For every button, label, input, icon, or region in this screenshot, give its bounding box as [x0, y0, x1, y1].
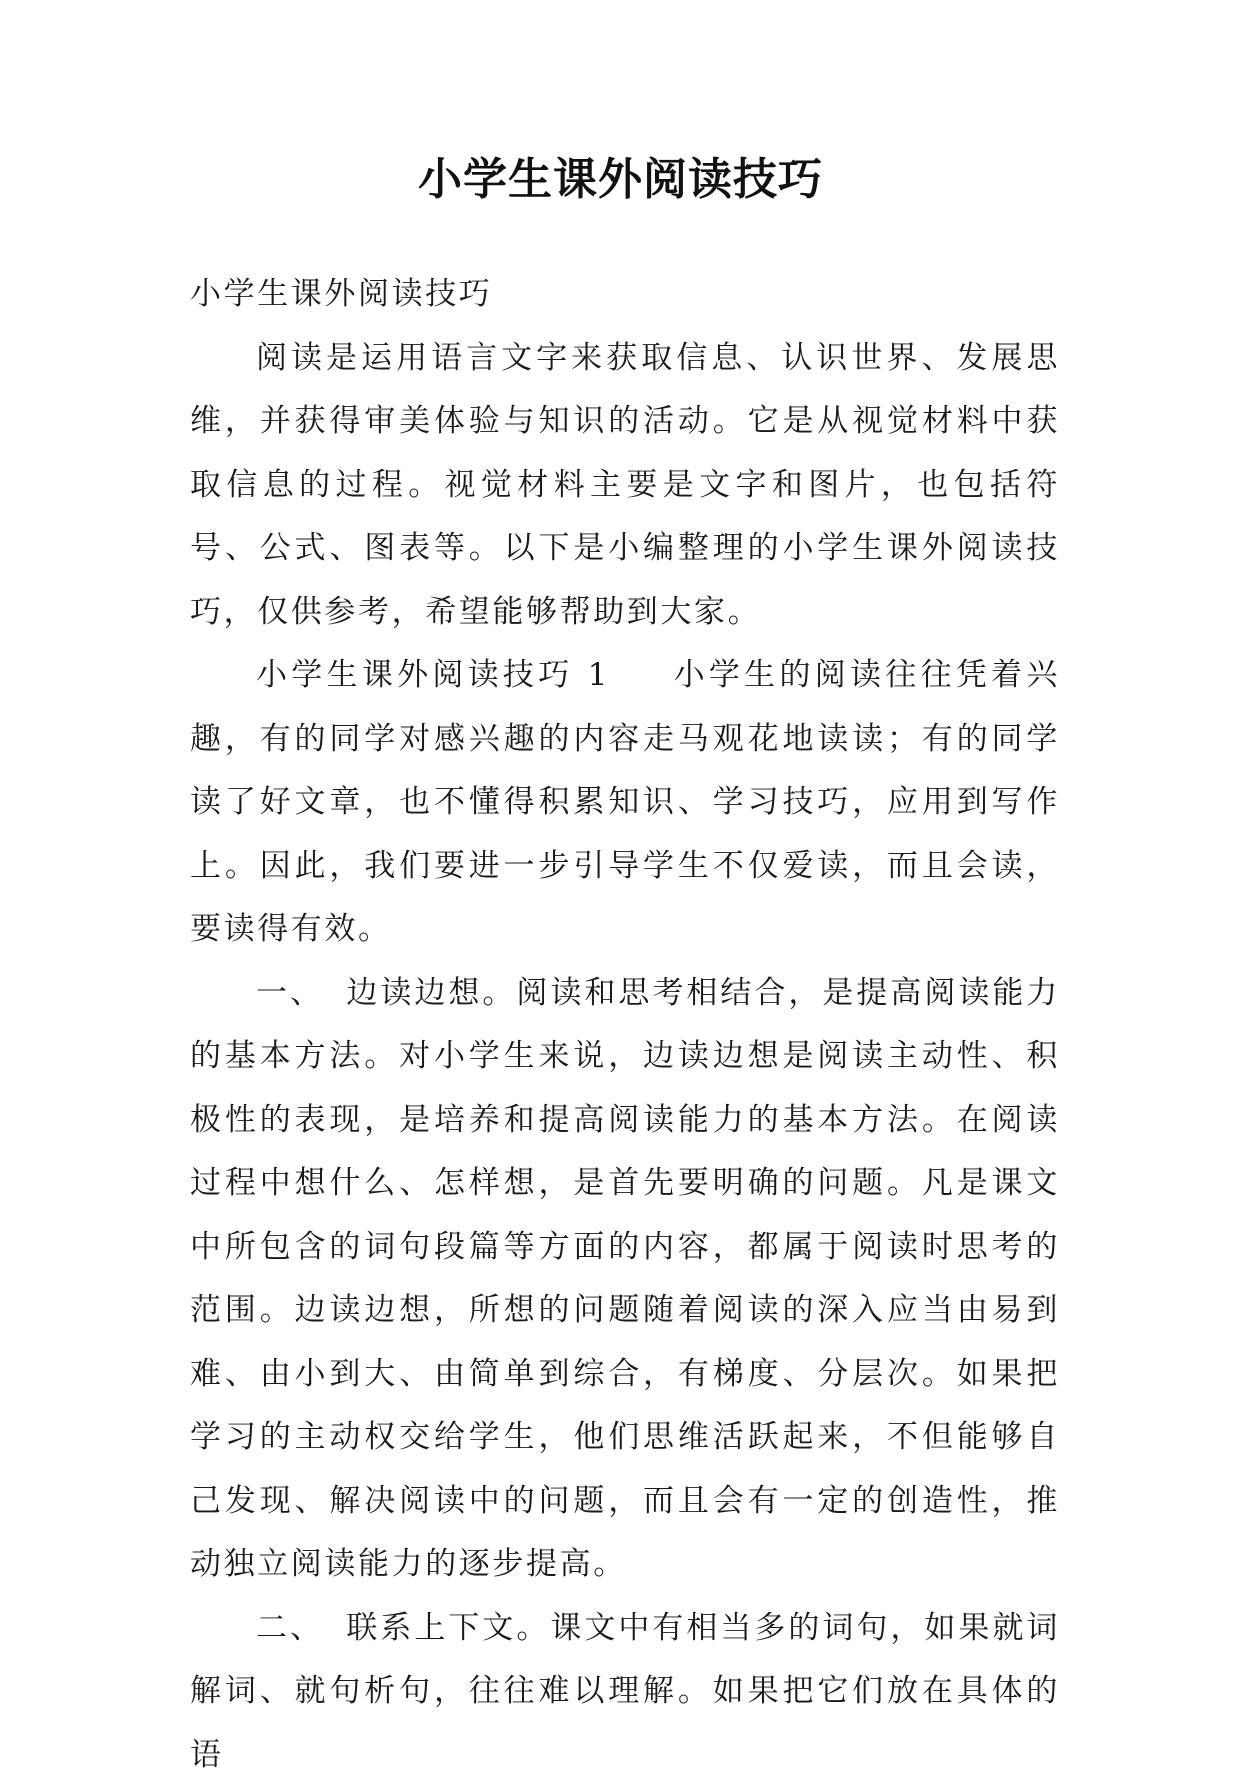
section-1-heading: 小学生课外阅读技巧 1 — [256, 657, 610, 693]
point-1-paragraph — [190, 962, 1060, 1597]
document-title: 小学生课外阅读技巧 — [0, 152, 1241, 208]
point-1-text: 边读边想。阅读和思考相结合，是提高阅读能力的基本方法。对小学生来说，边读边想是阅读主动性、积极性的表现，是培养和提高阅读能力的基本方法。在阅读过程中想什么、怎样想，是首先要明确的问题。凡是课文中所包含的词句段篇等方面的内容，都属于阅读时思考的范围。边读边想，所想的问题随着阅读的深入应当由易到难、由小到大、由简单到综合，有梯度、分层次。如果把学习的主动权交给学生，他们思维活跃起来，不但能够自己发现、解决阅读中的问题，而且会有一定的创造性，推动独立阅读能力的逐步提高。 — [190, 975, 1060, 1583]
section-1-paragraph — [190, 644, 1060, 962]
point-2-paragraph — [190, 1597, 1060, 1787]
section-1-text: 小学生的阅读往往凭着兴趣，有的同学对感兴趣的内容走马观花地读读；有的同学读了好文章，也不懂得积累知识、学习技巧，应用到写作上。因此，我们要进一步引导学生不仅爱读，而且会读，要读得有效。 — [190, 657, 1060, 947]
point-1-number: 一、 — [256, 975, 324, 1011]
document-body — [190, 263, 1060, 1787]
intro-paragraph: 阅读是运用语言文字来获取信息、认识世界、发展思维，并获得审美体验与知识的活动。它是从视觉材料中获取信息的过程。视觉材料主要是文字和图片，也包括符号、公式、图表等。以下是小编整理的小学生课外阅读技巧，仅供参考，希望能够帮助到大家。 — [190, 327, 1060, 645]
point-2-text: 联系上下文。课文中有相当多的词句，如果就词解词、就句析句，往往难以理解。如果把它们放在具体的语 — [190, 1610, 1060, 1773]
point-2-number: 二、 — [256, 1610, 324, 1646]
document-subtitle: 小学生课外阅读技巧 — [190, 263, 1060, 327]
